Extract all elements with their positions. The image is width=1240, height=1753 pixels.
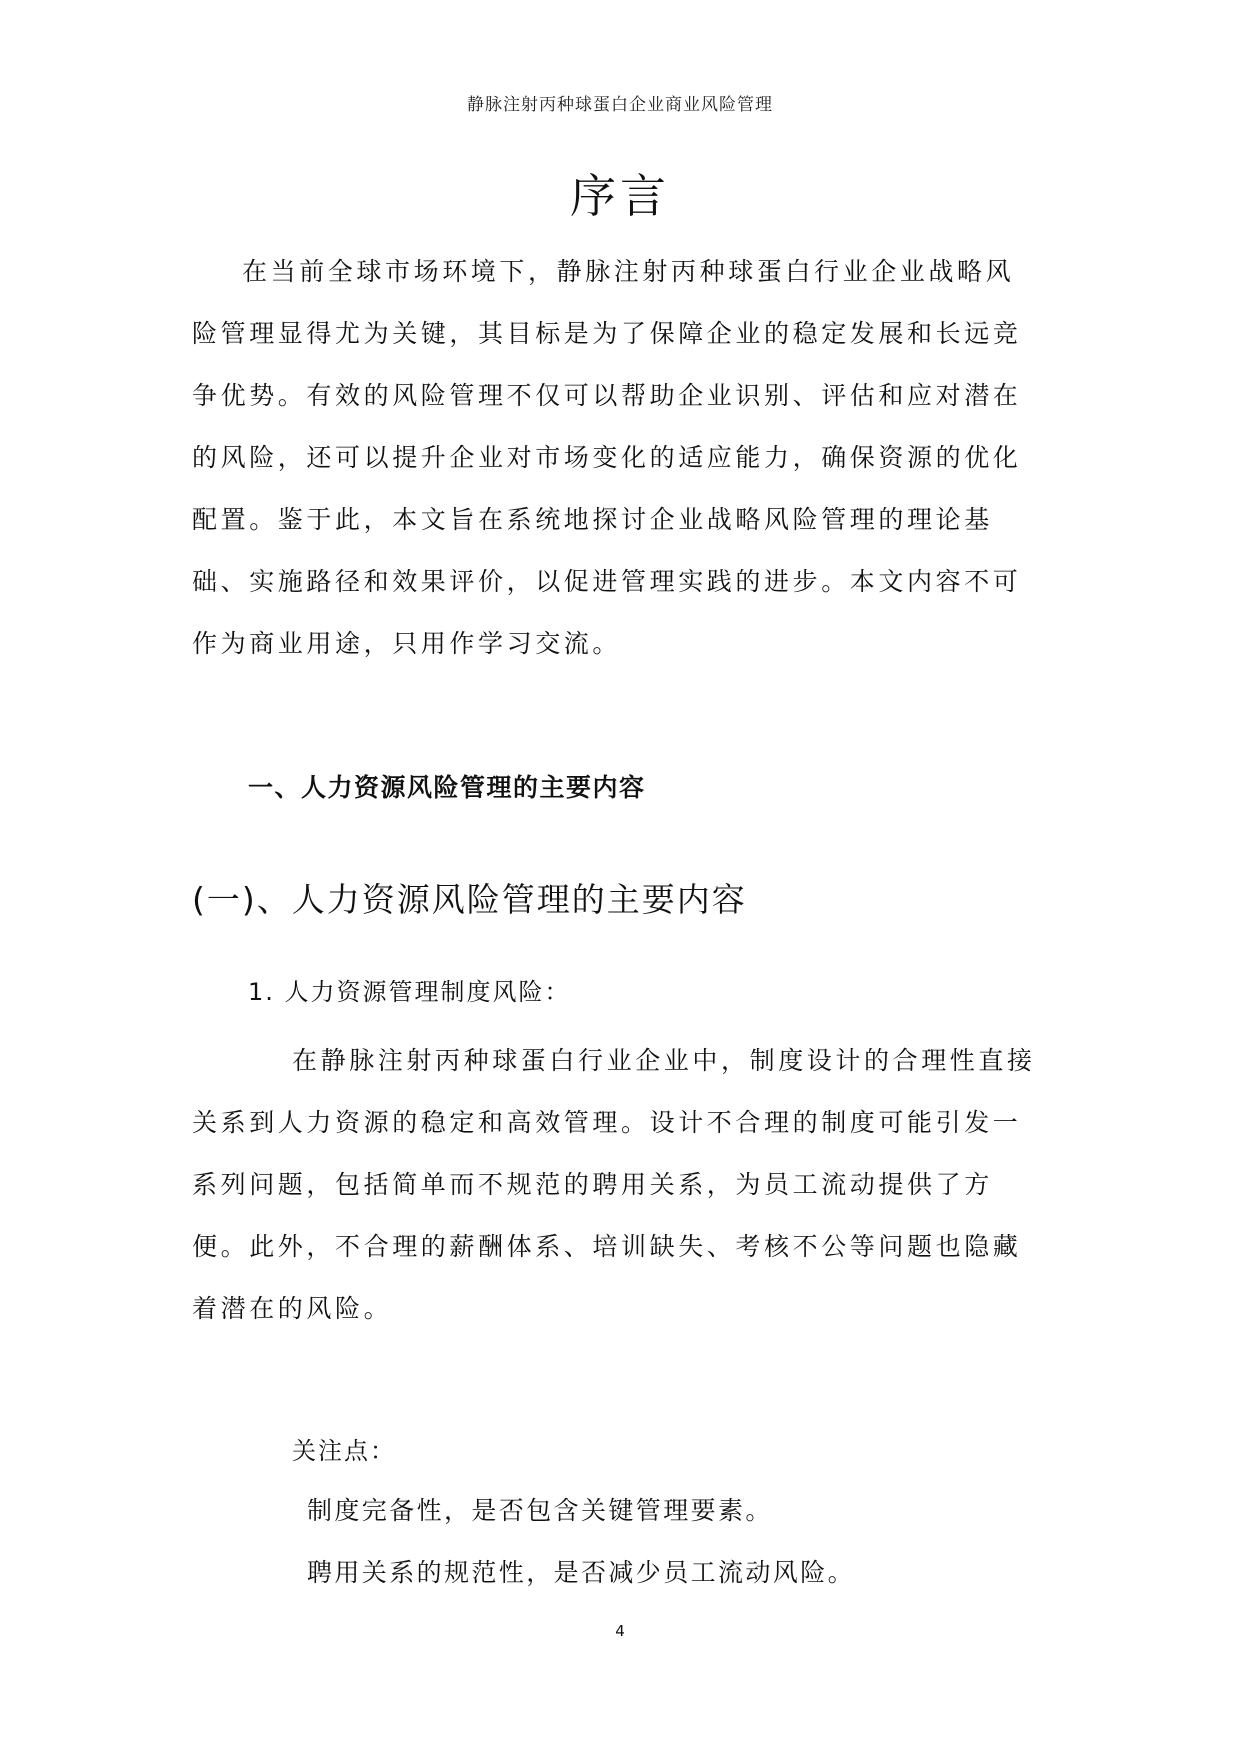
item-title: 1. 人力资源管理制度风险： [248, 978, 571, 1006]
focus-label: 关注点： [292, 1437, 396, 1465]
body-paragraph [192, 1030, 1036, 1340]
body-line-3: 系列问题，包括简单而不规范的聘用关系，为员工流动提供了方 [192, 1170, 993, 1199]
preface-line-1: 在当前全球市场环境下，静脉注射丙种球蛋白行业企业战略风 [242, 257, 1015, 286]
body-line-4: 便。此外，不合理的薪酬体系、培训缺失、考核不公等问题也隐藏 [192, 1232, 1022, 1261]
body-line-1: 在静脉注射丙种球蛋白行业企业中，制度设计的合理性直接 [292, 1046, 1036, 1075]
preface-paragraph [192, 241, 1021, 675]
subsection-heading: (一)、人力资源风险管理的主要内容 [192, 880, 747, 919]
preface-line-4: 的风险，还可以提升企业对市场变化的适应能力，确保资源的优化 [192, 443, 1022, 472]
preface-line-6: 础、实施路径和效果评价，以促进管理实践的进步。本文内容不可 [192, 567, 1022, 596]
focus-point-1: 制度完备性，是否包含关键管理要素。 [307, 1496, 773, 1525]
preface-line-5: 配置。鉴于此，本文旨在系统地探讨企业战略风险管理的理论基 [192, 505, 993, 534]
focus-point-2: 聘用关系的规范性，是否减少员工流动风险。 [307, 1558, 856, 1587]
body-line-2: 关系到人力资源的稳定和高效管理。设计不合理的制度可能引发一 [192, 1108, 1022, 1137]
body-line-5: 着潜在的风险。 [192, 1294, 393, 1323]
page-number: 4 [615, 1622, 625, 1640]
page-title: 序言 [570, 169, 670, 223]
preface-line-3: 争优势。有效的风险管理不仅可以帮助企业识别、评估和应对潜在 [192, 381, 1022, 410]
section-heading: 一、人力资源风险管理的主要内容 [248, 773, 646, 802]
preface-line-7: 作为商业用途，只用作学习交流。 [192, 629, 622, 658]
preface-line-2: 险管理显得尤为关键，其目标是为了保障企业的稳定发展和长远竞 [192, 319, 1022, 348]
running-header: 静脉注射丙种球蛋白企业商业风险管理 [467, 95, 773, 115]
